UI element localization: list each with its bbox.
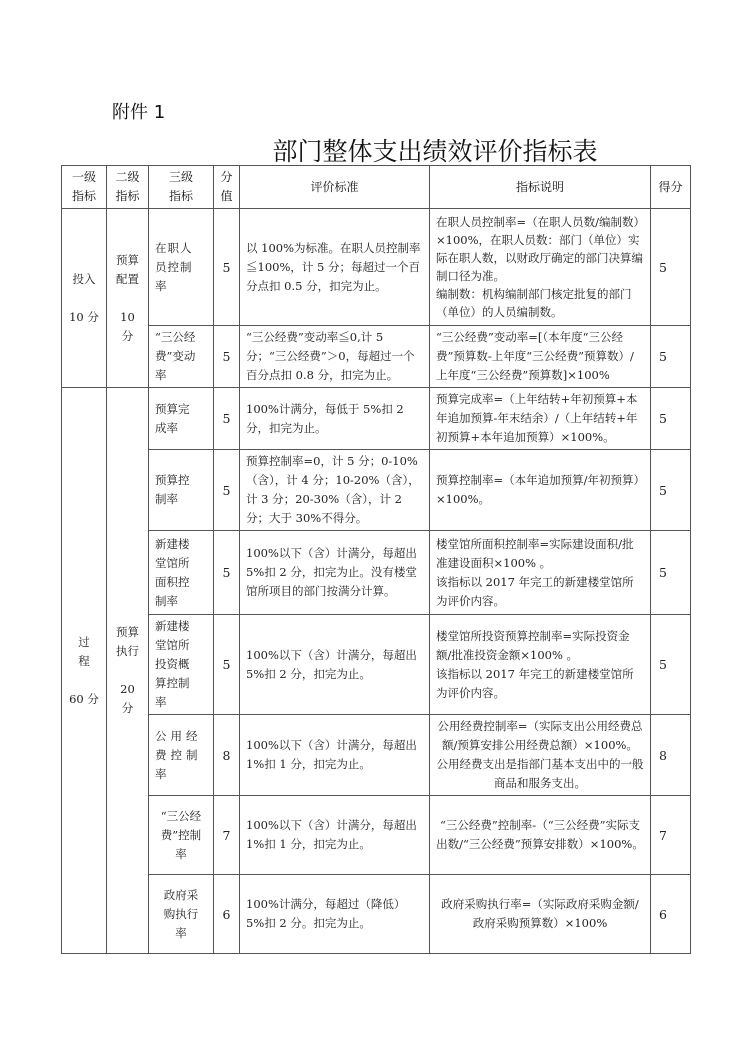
criteria-cell: “三公经费”变动率≦0,计 5 分；“三公经费”＞0，每超过一个百分点扣 0.8 分，扣完为止。 (240, 326, 430, 388)
level3-cell: 政府采 购执行 率 (149, 875, 214, 954)
table-row (62, 875, 691, 954)
score-cell: 5 (651, 615, 691, 715)
criteria-cell: 预算控制率=0，计 5 分；0-10%（含），计 4 分；10-20%（含），计 3 分；20-30%（含），计 2 分；大于 30%不得分。 (240, 450, 430, 531)
level1-cell: 过 程 60 分 (62, 388, 107, 954)
header-row (62, 166, 691, 209)
level3-cell: 预算控 制率 (149, 450, 214, 531)
table-row (62, 326, 691, 388)
points-cell: 5 (214, 450, 240, 531)
header-level2: 二级 指标 (107, 166, 149, 209)
description-cell: 楼堂馆所面积控制率=实际建设面积/批准建设面积×100% 。 该指标以 2017 年完工的新建楼堂馆所为评价内容。 (430, 531, 651, 615)
points-cell: 5 (214, 326, 240, 388)
level3-cell: “三公经 费”控制 率 (149, 796, 214, 875)
level3-cell: “三公经 费”变动 率 (149, 326, 214, 388)
points-cell: 5 (214, 531, 240, 615)
page-title: 部门整体支出绩效评价指标表 (272, 137, 598, 166)
table-row (62, 715, 691, 796)
criteria-cell: 100%计满分，每超过（降低）5%扣 2 分。扣完为止。 (240, 875, 430, 954)
level1-cell: 投入 10 分 (62, 209, 107, 388)
table-row (62, 796, 691, 875)
table-row (62, 388, 691, 450)
level3-cell: 新建楼 堂馆所 面积控 制率 (149, 531, 214, 615)
description-cell: 公用经费控制率=（实际支出公用经费总额/预算安排公用经费总额）×100%。 公用经费支出是指部门基本支出中的一般商品和服务支出。 (430, 715, 651, 796)
description-cell: 政府采购执行率=（实际政府采购金额/政府采购预算数）×100% (430, 875, 651, 954)
criteria-cell: 100%以下（含）计满分，每超出1%扣 1 分，扣完为止。 (240, 796, 430, 875)
description-cell: “三公经费”控制率-（“三公经费”实际支出数/“三公经费”预算安排数）×100%。 (430, 796, 651, 875)
score-cell: 8 (651, 715, 691, 796)
header-score: 得分 (651, 166, 691, 209)
description-cell: 预算完成率=（上年结转+年初预算+本年追加预算-年末结余）/（上年结转+年初预算+本年追加预算）×100%。 (430, 388, 651, 450)
criteria-cell: 100%以下（含）计满分，每超出1%扣 1 分，扣完为止。 (240, 715, 430, 796)
description-cell: 楼堂馆所投资预算控制率=实际投资金额/批准投资金额×100% 。 该指标以 2017 年完工的新建楼堂馆所为评价内容。 (430, 615, 651, 715)
criteria-cell: 100%以下（含）计满分，每超出5%扣 2 分，扣完为止。没有楼堂馆所项目的部门按满分计算。 (240, 531, 430, 615)
criteria-cell: 100%计满分，每低于 5%扣 2 分，扣完为止。 (240, 388, 430, 450)
header-level3: 三级 指标 (149, 166, 214, 209)
level2-cell: 预算 配置 10 分 (107, 209, 149, 388)
level3-cell: 公用经 费控制 率 (149, 715, 214, 796)
criteria-cell: 以 100%为标准。在职人员控制率≦100%，计 5 分；每超过一个百分点扣 0.5 分，扣完为止。 (240, 209, 430, 326)
header-level1: 一级 指标 (62, 166, 107, 209)
table-row (62, 615, 691, 715)
attachment-label: 附件 1 (112, 102, 166, 123)
header-criteria: 评价标准 (240, 166, 430, 209)
indicator-table (61, 165, 691, 954)
table-row (62, 531, 691, 615)
header-points: 分 值 (214, 166, 240, 209)
points-cell: 5 (214, 615, 240, 715)
points-cell: 7 (214, 796, 240, 875)
points-cell: 5 (214, 209, 240, 326)
score-cell: 5 (651, 531, 691, 615)
level2-cell: 预算 执行 20 分 (107, 388, 149, 954)
level3-cell: 新建楼 堂馆所 投资概 算控制 率 (149, 615, 214, 715)
level3-cell: 预算完 成率 (149, 388, 214, 450)
score-cell: 5 (651, 209, 691, 326)
description-cell: “三公经费”变动率=[（本年度“三公经费”预算数-上年度“三公经费”预算数）/上年度“三公经费”预算数]×100% (430, 326, 651, 388)
points-cell: 8 (214, 715, 240, 796)
points-cell: 5 (214, 388, 240, 450)
score-cell: 5 (651, 450, 691, 531)
level3-cell: 在职人 员控制 率 (149, 209, 214, 326)
table-row (62, 209, 691, 326)
description-cell: 在职人员控制率=（在职人员数/编制数）×100%，在职人员数：部门（单位）实际在职人数，以财政厅确定的部门决算编制口径为准。 编制数：机构编制部门核定批复的部门（单位）的人员编制数。 (430, 209, 651, 326)
table-row (62, 450, 691, 531)
points-cell: 6 (214, 875, 240, 954)
score-cell: 7 (651, 796, 691, 875)
criteria-cell: 100%以下（含）计满分，每超出5%扣 2 分，扣完为止。 (240, 615, 430, 715)
score-cell: 6 (651, 875, 691, 954)
score-cell: 5 (651, 326, 691, 388)
header-description: 指标说明 (430, 166, 651, 209)
score-cell: 5 (651, 388, 691, 450)
description-cell: 预算控制率=（本年追加预算/年初预算）×100%。 (430, 450, 651, 531)
